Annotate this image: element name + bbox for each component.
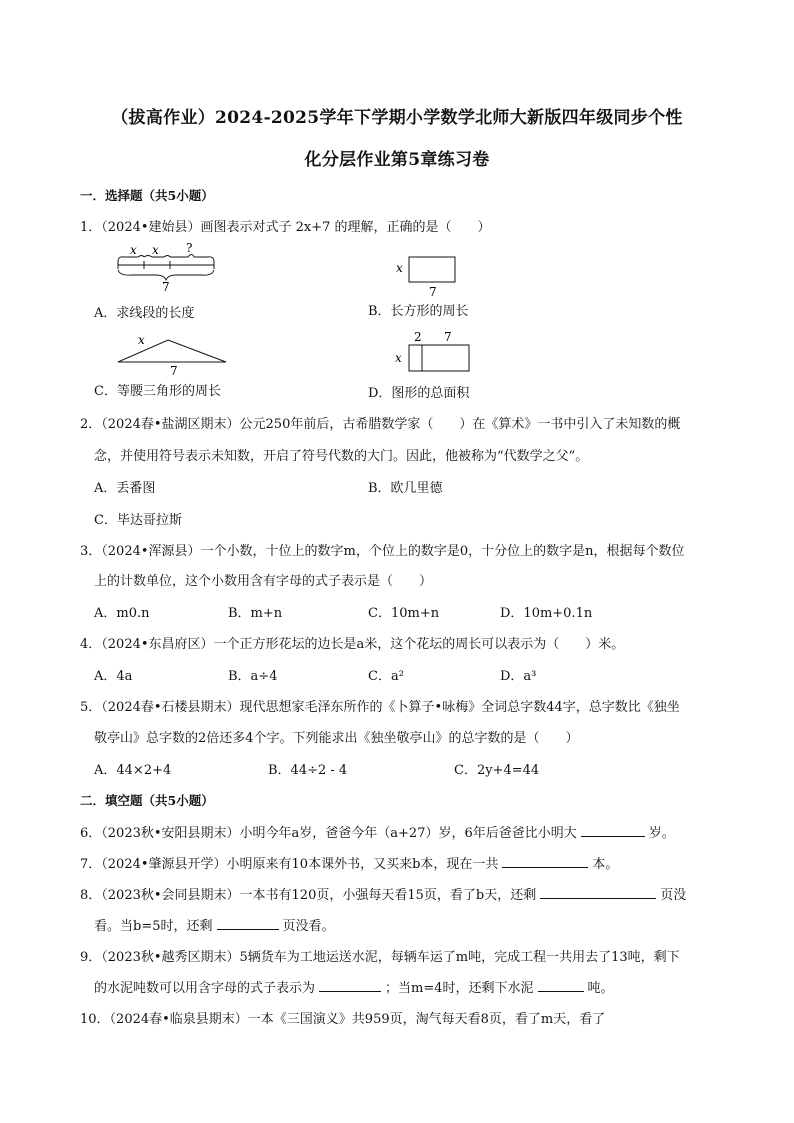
- diagram-d-label-2: 2: [414, 330, 422, 344]
- question-6: [80, 822, 720, 841]
- q1-option-d[interactable]: D．图形的总面积: [368, 386, 470, 401]
- diagram-a-segments: [112, 240, 222, 292]
- question-7: [80, 853, 720, 872]
- question-8-text: 8．（2023秋•会同县期末）一本书有120页，小强每天看15页，看了b天，还剩: [80, 888, 537, 903]
- question-7-unit: 本。: [592, 857, 619, 872]
- question-9-line-1: 9．（2023秋•越秀区期末）5辆货车为工地运送水泥，每辆车运了m吨，完成工程一共用去了13吨，剩下: [80, 950, 680, 965]
- diagram-a-label-x2: x: [152, 243, 159, 257]
- question-1-text: 1．（2024•建始县）画图表示对式子 2x+7 的理解，正确的是（ ）: [80, 220, 491, 235]
- question-8-unit: 页没: [660, 888, 687, 903]
- question-10-line-1: 10．（2024春•临泉县期末）一本《三国演义》共959页，淘气每天看8页，看了m天，看了: [80, 1012, 606, 1027]
- q4-option-a[interactable]: A．4a: [94, 669, 133, 684]
- diagram-a-label-q: ?: [186, 241, 193, 255]
- q2-option-a[interactable]: A．丢番图: [94, 481, 156, 496]
- question-8-line-2: [94, 915, 724, 934]
- diagram-b-label-7: 7: [429, 285, 437, 299]
- question-5-line-1: 5．（2024春•石楼县期末）现代思想家毛泽东所作的《卜算子•咏梅》全词总字数44字，总字数比《独坐: [80, 700, 680, 715]
- q4-option-b[interactable]: B．a÷4: [228, 669, 278, 684]
- diagram-d-label-7: 7: [444, 330, 452, 344]
- answer-blank-q8-expression[interactable]: [540, 886, 656, 899]
- diagram-c-label-x: x: [138, 333, 145, 347]
- q4-option-d[interactable]: D．a³: [500, 669, 537, 684]
- diagram-d-composite: [392, 327, 482, 373]
- section-heading-choice: 一．选择题（共5小题）: [80, 188, 214, 203]
- question-7-text: 7．（2024•肇源县开学）小明原来有10本课外书，又买来b本，现在一共: [80, 857, 499, 872]
- question-3-line-1: 3．（2024•浑源县）一个小数，十位上的数字m，个位上的数字是0，十分位上的数字是n，根据每个数位: [80, 544, 685, 559]
- diagram-c-label-7: 7: [170, 364, 178, 378]
- answer-blank-q8-value[interactable]: [217, 917, 279, 930]
- question-6-text: 6．（2023秋•安阳县期末）小明今年a岁，爸爸今年（a+27）岁，6年后爸爸比小明大: [80, 826, 577, 841]
- question-4-line-1: 4．（2024•东昌府区）一个正方形花坛的边长是a米，这个花坛的周长可以表示为（ ）米。: [80, 637, 625, 652]
- q3-option-b[interactable]: B．m+n: [228, 606, 283, 621]
- q5-option-c[interactable]: C．2y+4=44: [454, 763, 540, 778]
- answer-blank-q6[interactable]: [581, 824, 645, 837]
- q5-option-a[interactable]: A．44×2+4: [94, 763, 172, 778]
- q2-option-b[interactable]: B．欧几里德: [368, 481, 443, 496]
- page-title-line-1: （拔高作业）2024-2025学年下学期小学数学北师大新版四年级同步个性: [111, 108, 683, 128]
- answer-blank-q9-value[interactable]: [538, 979, 584, 992]
- section-heading-fill: 二．填空题（共5小题）: [80, 793, 214, 808]
- q4-option-c[interactable]: C．a²: [368, 669, 404, 684]
- question-8-line-1: [80, 884, 720, 903]
- question-2-line-2: 念，并使用符号表示未知数，开启了符号代数的大门。因此，他被称为“代数学之父”。: [94, 449, 589, 464]
- diagram-a-label-7: 7: [162, 280, 170, 292]
- question-9-line-2-unit: 吨。: [587, 981, 614, 996]
- q3-option-c[interactable]: C．10m+n: [368, 606, 440, 621]
- question-5-line-2: 敬亭山》总字数的2倍还多4个字。下列能求出《独坐敬亭山》的总字数的是（ ）: [94, 731, 579, 746]
- question-9-line-2-mid: ；当m=4时，还剩下水泥: [385, 981, 534, 996]
- diagram-a-label-x1: x: [130, 243, 137, 257]
- q1-option-b[interactable]: B．长方形的周长: [368, 304, 469, 319]
- question-9-line-2-text: 的水泥吨数可以用含字母的式子表示为: [94, 981, 316, 996]
- q3-option-d[interactable]: D．10m+0.1n: [500, 606, 593, 621]
- answer-blank-q9-expression[interactable]: [319, 979, 381, 992]
- question-2-line-1: 2．（2024春•盐湖区期末）公元250年前后，古希腊数学家（ ）在《算术》一书中引入了未知数的概: [80, 417, 681, 432]
- q3-option-a[interactable]: A．m0.n: [94, 606, 150, 621]
- diagram-b-rectangle: [392, 250, 472, 300]
- q2-option-c[interactable]: C．毕达哥拉斯: [94, 513, 182, 528]
- q5-option-b[interactable]: B．44÷2 - 4: [268, 763, 348, 778]
- question-6-unit: 岁。: [648, 826, 675, 841]
- q1-option-c[interactable]: C．等腰三角形的周长: [94, 384, 221, 399]
- question-8-line-2-text: 看。当b=5时，还剩: [94, 919, 213, 934]
- question-9-line-2: [94, 977, 724, 996]
- diagram-c-triangle: [112, 330, 232, 378]
- page-title-line-2: 化分层作业第5章练习卷: [304, 150, 490, 170]
- question-8-line-2-unit: 页没看。: [282, 919, 335, 934]
- answer-blank-q7[interactable]: [502, 855, 588, 868]
- diagram-d-label-x: x: [395, 351, 402, 365]
- question-3-line-2: 上的计数单位，这个小数用含有字母的式子表示是（ ）: [94, 574, 433, 589]
- diagram-b-label-x: x: [396, 261, 403, 275]
- q1-option-a[interactable]: A．求线段的长度: [94, 306, 195, 321]
